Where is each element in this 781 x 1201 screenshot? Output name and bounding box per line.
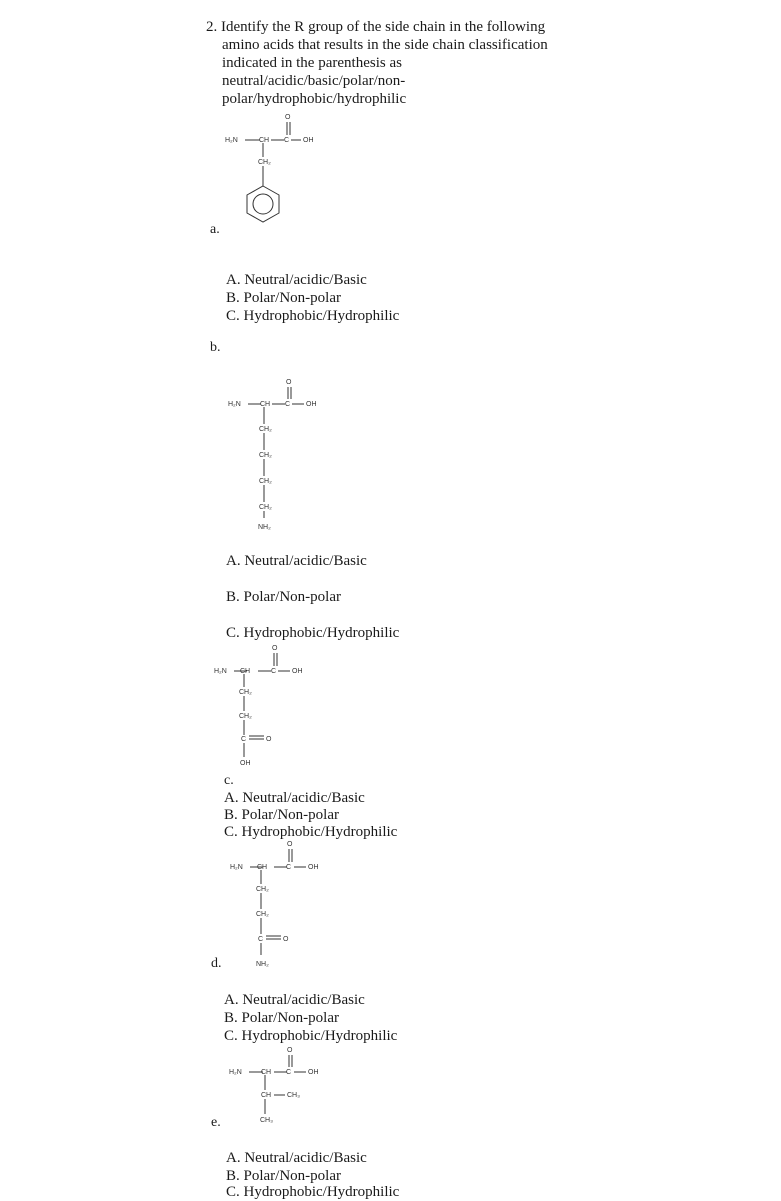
- part-d-label: d.: [211, 956, 222, 971]
- part-d-option-b: B. Polar/Non-polar: [224, 1010, 339, 1026]
- side-chain-ch: CH: [261, 1092, 272, 1099]
- part-e-option-b: B. Polar/Non-polar: [226, 1168, 341, 1184]
- question-line-1: 2. Identify the R group of the side chain in the following: [206, 19, 546, 35]
- part-b-option-b: B. Polar/Non-polar: [226, 589, 341, 605]
- part-c-label: c.: [224, 773, 234, 788]
- carbonyl-carbon: C: [286, 1069, 292, 1076]
- side-chain-carbon: C: [258, 936, 264, 943]
- amine-group: H₂N: [230, 864, 243, 871]
- bond-circle: [253, 194, 273, 214]
- side-chain-ch2-2: CH₂: [256, 911, 269, 918]
- carbonyl-oxygen: O: [287, 1047, 293, 1054]
- side-chain-oh: OH: [240, 760, 251, 767]
- side-chain-ch2-2: CH₂: [239, 713, 252, 720]
- question-line-4: neutral/acidic/basic/polar/non-: [222, 73, 406, 89]
- carbonyl-carbon: C: [285, 401, 291, 408]
- side-chain-ch2-4: CH₂: [259, 504, 272, 511]
- hydroxyl-group: OH: [308, 864, 319, 871]
- side-chain-ch2-3: CH₂: [259, 478, 272, 485]
- carbonyl-oxygen: O: [287, 841, 293, 848]
- side-chain-ch2-1: CH₂: [239, 689, 252, 696]
- part-b-option-a: A. Neutral/acidic/Basic: [226, 553, 367, 569]
- alpha-carbon: CH: [261, 1069, 272, 1076]
- side-chain-ch2-1: CH₂: [259, 426, 272, 433]
- side-chain-double-o: O: [283, 936, 289, 943]
- part-e-label: e.: [211, 1115, 221, 1130]
- part-a-option-b: B. Polar/Non-polar: [226, 290, 341, 306]
- structure-e-valine: [229, 1048, 349, 1138]
- side-chain-ch3: CH₃: [260, 1117, 273, 1124]
- carbonyl-carbon: C: [284, 137, 290, 144]
- side-chain-double-o: O: [266, 736, 272, 743]
- carbonyl-oxygen: O: [285, 114, 291, 121]
- side-chain-nh2: NH₂: [256, 961, 269, 968]
- question-line-3: indicated in the parenthesis as: [222, 55, 402, 71]
- question-line-5: polar/hydrophobic/hydrophilic: [222, 91, 407, 107]
- part-b-option-c: C. Hydrophobic/Hydrophilic: [226, 625, 400, 641]
- side-chain-nh2: NH₂: [258, 524, 271, 531]
- part-e-option-a: A. Neutral/acidic/Basic: [226, 1150, 367, 1166]
- alpha-carbon: CH: [259, 137, 270, 144]
- part-e-option-c: C. Hydrophobic/Hydrophilic: [226, 1184, 400, 1200]
- side-chain-ch2-1: CH₂: [256, 886, 269, 893]
- carbonyl-carbon: C: [286, 864, 292, 871]
- side-chain-carbon: C: [241, 736, 247, 743]
- part-b-label: b.: [210, 340, 221, 355]
- structure-a-phenylalanine: [225, 116, 345, 236]
- side-chain-ch2-2: CH₂: [259, 452, 272, 459]
- amine-group: H₂N: [214, 668, 227, 675]
- carbonyl-oxygen: O: [272, 645, 278, 652]
- hydroxyl-group: OH: [303, 137, 314, 144]
- alpha-carbon: CH: [257, 864, 268, 871]
- structure-c-glutamic-acid: [214, 647, 334, 777]
- part-d-option-c: C. Hydrophobic/Hydrophilic: [224, 1028, 398, 1044]
- part-d-option-a: A. Neutral/acidic/Basic: [224, 992, 365, 1008]
- amine-group: H₂N: [228, 401, 241, 408]
- part-c-option-a: A. Neutral/acidic/Basic: [224, 790, 365, 806]
- carbonyl-carbon: C: [271, 668, 277, 675]
- bond-polygon: [247, 186, 279, 222]
- part-a-option-c: C. Hydrophobic/Hydrophilic: [226, 308, 400, 324]
- hydroxyl-group: OH: [308, 1069, 319, 1076]
- alpha-carbon: CH: [260, 401, 271, 408]
- carbonyl-oxygen: O: [286, 379, 292, 386]
- alpha-carbon: CH: [240, 668, 251, 675]
- structure-b-lysine: [228, 380, 348, 540]
- hydroxyl-group: OH: [306, 401, 317, 408]
- part-a-label: a.: [210, 222, 220, 237]
- amine-group: H₂N: [225, 137, 238, 144]
- part-c-option-b: B. Polar/Non-polar: [224, 807, 339, 823]
- structure-d-glutamine: [230, 843, 350, 973]
- side-chain-ch2: CH₂: [258, 159, 271, 166]
- side-chain-branch-ch3: CH₃: [287, 1092, 300, 1099]
- hydroxyl-group: OH: [292, 668, 303, 675]
- question-line-2: amino acids that results in the side chain classification: [222, 37, 548, 53]
- part-a-option-a: A. Neutral/acidic/Basic: [226, 272, 367, 288]
- amine-group: H₂N: [229, 1069, 242, 1076]
- part-c-option-c: C. Hydrophobic/Hydrophilic: [224, 824, 398, 840]
